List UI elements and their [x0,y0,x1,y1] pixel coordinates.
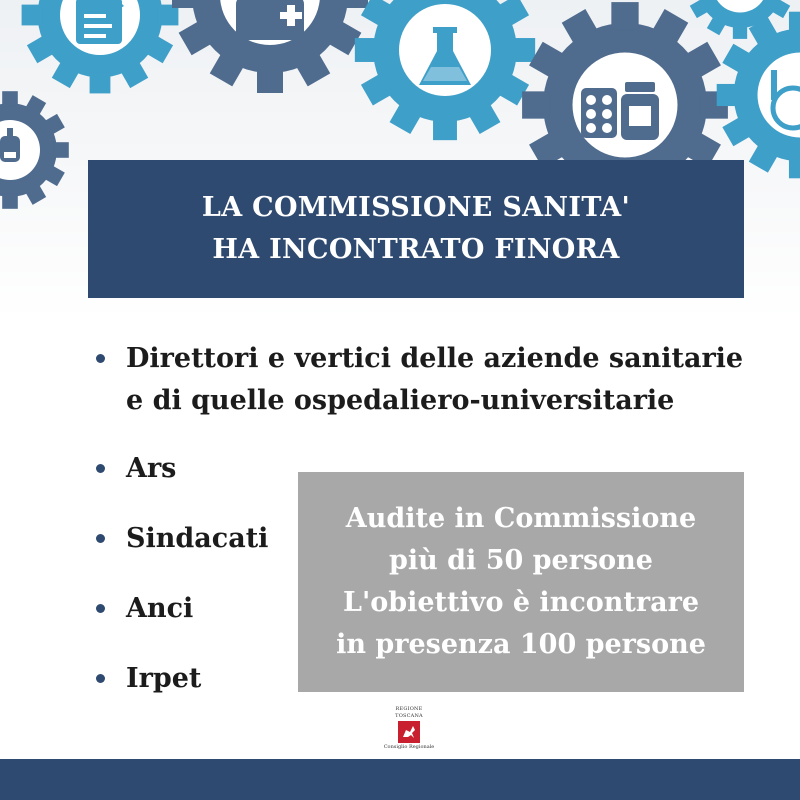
list-item [96,338,743,422]
list-item-text: Anci [126,593,194,624]
callout-line-1: Audite in Commissione [345,503,697,534]
bullet-dot-icon [96,604,105,613]
list-item-text: Ars [126,453,177,484]
title-line-2: HA INCONTRATO FINORA [212,234,620,265]
list-item [96,588,193,630]
bullet-dot-icon [96,534,105,543]
callout-line-4: in presenza 100 persone [336,629,706,660]
bullet-dot-icon [96,354,105,363]
list-item-text: Irpet [126,663,202,694]
list-item [96,658,201,700]
medical-bag-icon [236,0,304,40]
bullet-dot-icon [96,464,105,473]
callout-box [298,472,744,692]
title-banner [88,160,744,298]
title-line-1: LA COMMISSIONE SANITA' [201,192,631,223]
list-item-text: Sindacati [126,523,269,554]
callout-line-2: più di 50 persone [389,545,653,576]
list-item [96,518,268,560]
logo-text-top: REGIONE TOSCANA [395,706,423,719]
regione-toscana-logo [382,706,436,752]
clipboard-icon [76,0,124,44]
list-item-text: Direttori e vertici delle aziende sanitarie [126,343,744,374]
list-item [96,448,176,490]
footer-bar [0,759,800,800]
callout-line-3: L'obiettivo è incontrare [342,587,699,618]
bullet-dot-icon [96,674,105,683]
logo-text-bottom: Consiglio Regionale [383,744,435,750]
list-item-text: e di quelle ospedaliero-universitarie [126,385,675,416]
gear-wheelchair [717,12,800,179]
pegasus-emblem-icon [398,721,420,743]
